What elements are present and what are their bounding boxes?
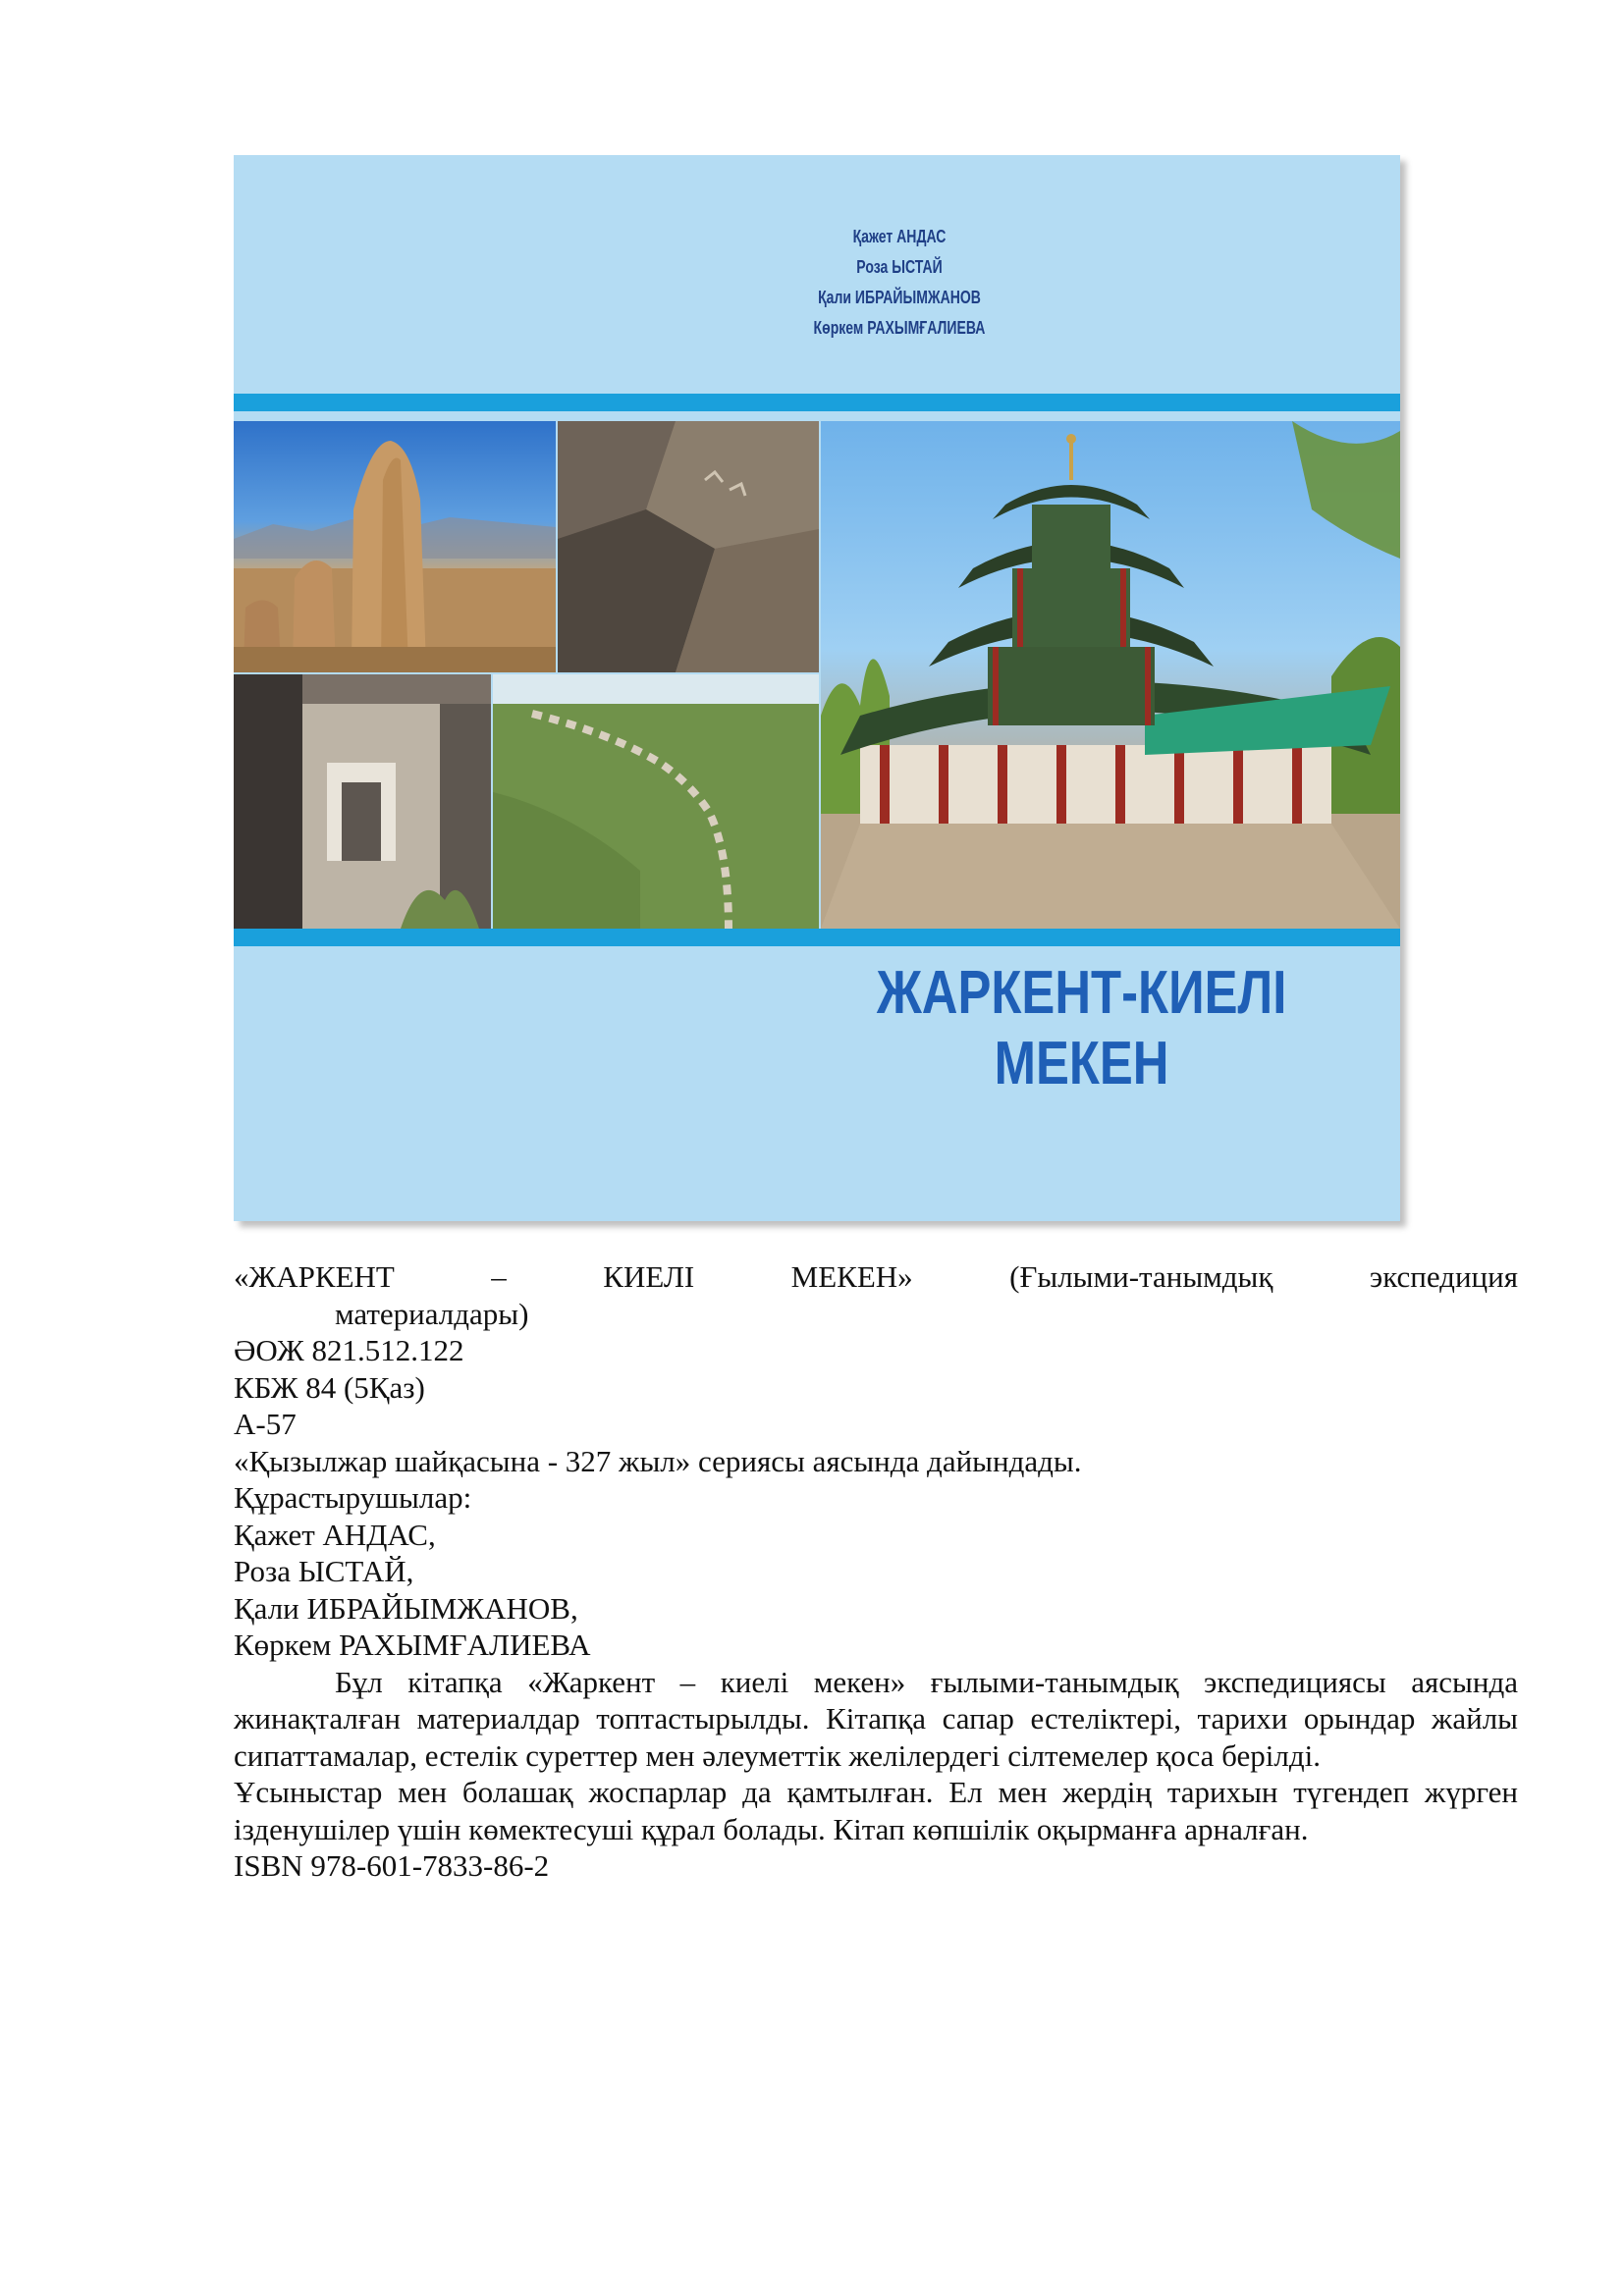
cover-stripe-bottom xyxy=(234,929,1400,946)
abandoned-building-photo xyxy=(234,674,491,929)
cover-author: Көркем РАХЫМҒАЛИЕВА xyxy=(813,318,986,338)
book-cover xyxy=(234,155,1400,1221)
cover-author: Роза ЫСТАЙ xyxy=(856,257,943,277)
series-note: «Қызылжар шайқасына - 327 жыл» сериясы аясында дайындады. xyxy=(234,1443,1082,1478)
abstract-paragraph: Бұл кітапқа «Жаркент – киелі мекен» ғылыми-танымдық экспедициясы аясында жинақталған материалдар топтастырылды. Кітапқа сапар естеліктері, тарихи орындар жайлы сипаттамалар, естелік суреттер мен әлеуметтік желілердегі сілтемелер қоса берілді. xyxy=(234,1664,1518,1773)
book-description xyxy=(234,1258,1518,1885)
compiler-name: Көркем РАХЫМҒАЛИЕВА xyxy=(234,1628,591,1662)
petroglyph-rocks-photo xyxy=(558,421,819,672)
cover-photo-collage xyxy=(234,411,1400,929)
grassland-stones-photo xyxy=(493,674,819,929)
cover-stripe-top xyxy=(234,394,1400,411)
cover-author: Қажет АНДАС xyxy=(852,227,947,246)
cover-author: Қали ИБРАЙЫМЖАНОВ xyxy=(818,288,981,307)
cover-title-line: ЖАРКЕНТ-КИЕЛІ xyxy=(876,959,1287,1027)
compiler-name: Қали ИБРАЙЫМЖАНОВ, xyxy=(234,1590,578,1626)
udc-code: ӘОЖ 821.512.122 xyxy=(234,1333,464,1367)
book-title-continuation: материалдары) xyxy=(335,1296,529,1331)
jarkent-mosque-photo xyxy=(821,421,1400,929)
cover-title-line: МЕКЕН xyxy=(994,1030,1169,1097)
abstract-paragraph: Ұсыныстар мен болашақ жоспарлар да қамтылған. Ел мен жердің тарихын түгендеп жүрген ізденушілер үшін көмектесуші құрал болады. Кітап көпшілік оқырманға арналған. xyxy=(234,1775,1518,1846)
compiler-name: Қажет АНДАС, xyxy=(234,1517,436,1552)
bbk-code: КБЖ 84 (5Қаз) xyxy=(234,1369,425,1405)
isbn: ISBN 978-601-7833-86-2 xyxy=(234,1848,550,1883)
ancient-ruins-photo xyxy=(234,421,556,672)
cover-authors xyxy=(316,222,1400,344)
book-title-line: «ЖАРКЕНТ – КИЕЛІ МЕКЕН» (Ғылыми-танымдық экспедиция xyxy=(234,1259,1518,1294)
compilers-label: Құрастырушылар: xyxy=(234,1480,472,1515)
compiler-name: Роза ЫСТАЙ, xyxy=(234,1554,414,1588)
author-code: А-57 xyxy=(234,1407,297,1441)
cover-title xyxy=(832,958,1331,1099)
